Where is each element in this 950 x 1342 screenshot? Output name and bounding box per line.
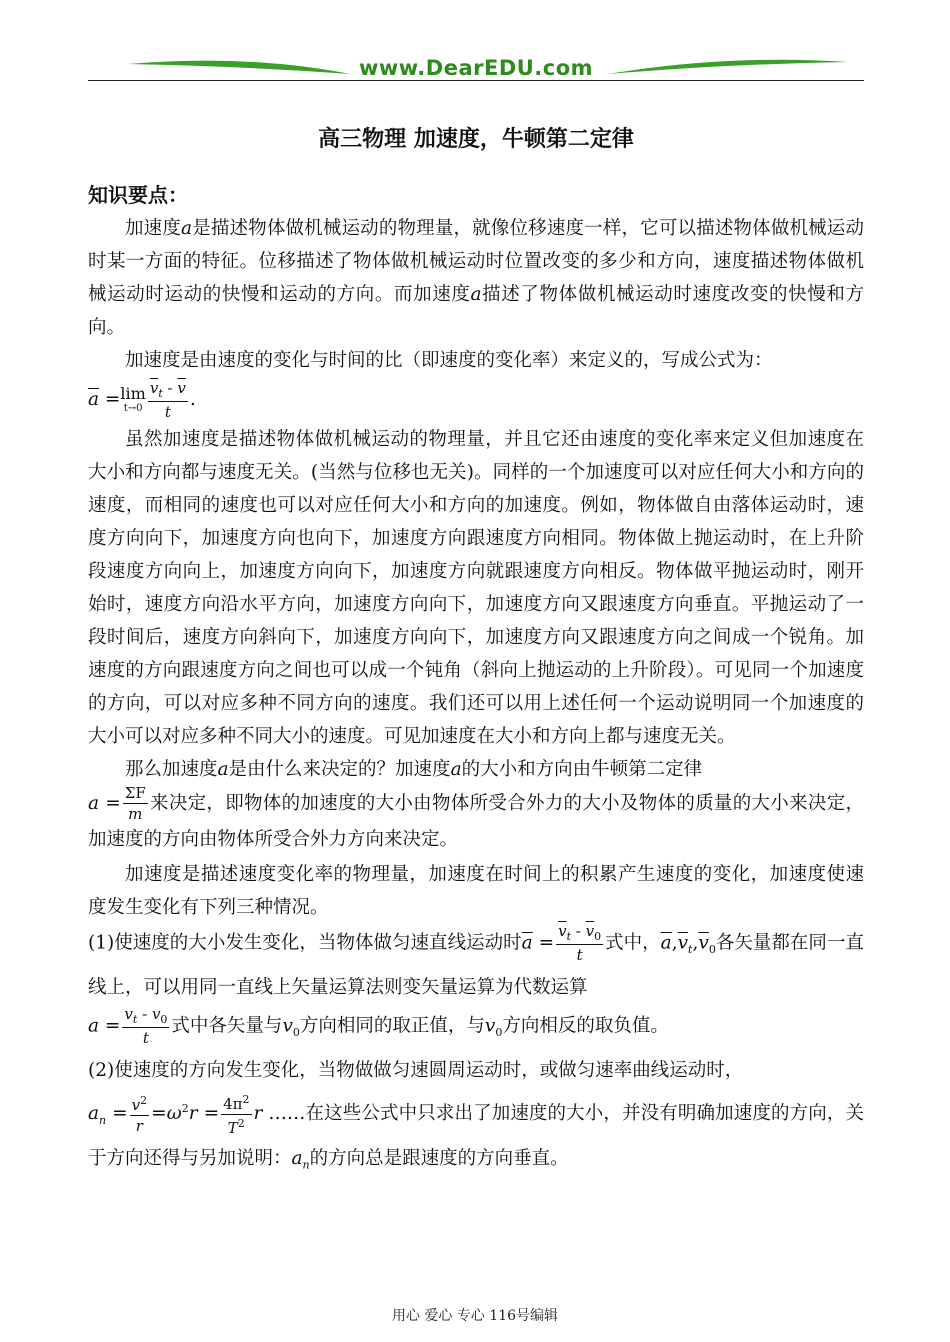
document-title: 高三物理 加速度，牛顿第二定律 (318, 126, 634, 152)
paragraph-5: 加速度是描述速度变化率的物理量，加速度在时间上的积累产生速度的变化，加速度使速度发生变化有下列三种情况。 (88, 864, 864, 918)
formula-acceleration-definition: $\overline{a} =\lim$ t→0 $\frac{\overline{v}_t - \overline{v}}{t}$ . (88, 378, 196, 421)
document-body (88, 178, 864, 1185)
paragraph-4-newton: a = $\frac{\Sigma F}{m}$ 来决定，即物体的加速度的大小由物体所受合外力的大小及物体的质量的大小来决定，加速度的方向由物体所受合外力方向来决定。 (88, 784, 864, 850)
paragraph-2: 加速度是由速度的变化与时间的比（即速度的变化率）来定义的，写成公式为： (125, 350, 773, 371)
section-heading: 知识要点： (88, 183, 188, 207)
list-item-1: (1)使速度的大小发生变化，当物体做匀速直线运动时$\overline{a}$ = $\frac{\overline{v}_t - \overline{v}_0}{t}$ 式中，$\overline{a},\overline{v}_t,\overline{v}_0$各矢量都在同一直线上，可以用同一直线上矢量运算法则变矢量运算为代数运算 a = $\frac{v_t - v_0}{t}$ 式中各矢量与$v_0$方向相同的取正值，与$v_0$方向相反的取负值。 (88, 922, 864, 1048)
header-rule (88, 80, 864, 81)
list-item-2: (2)使速度的方向发生变化，当物做做匀速圆周运动时，或做匀速率曲线运动时， $a_n$ = $\frac{v^2}{r}$ $=\omega^2r$ = $\frac{4\pi^2}{T^2}$ r ……在这些公式中只求出了加速度的大小，并没有明确加速度的方向，关于方向还得与另加说明：$a_n$的方向总是跟速度的方向垂直。 (88, 1060, 864, 1172)
paragraph-4: 那么加速度a是由什么来决定的？加速度a的大小和方向由牛顿第二定律 (125, 759, 703, 780)
paragraph-3: 虽然加速度是描述物体做机械运动的物理量，并且它还由速度的变化率来定义但加速度在大小和方向都与速度无关。(当然与位移也无关)。同样的一个加速度可以对应任何大小和方向的速度，而相同的速度也可以对应任何大小和方向的加速度。例如，物体做自由落体运动时，速度方向向下，加速度方向也向下，加速度方向跟速度方向相同。物体做上抛运动时，在上升阶段速度方向向上，加速度方向向下，加速度方向就跟速度方向相反。物体做平抛运动时，刚开始时，速度方向沿水平方向，加速度方向向下，加速度方向又跟速度方向垂直。平抛运动了一段时间后，速度方向斜向下，加速度方向向下，加速度方向又跟速度方向之间成一个锐角。加速度的方向跟速度方向之间也可以成一个钝角（斜向上抛运动的上升阶段）。可见同一个加速度的方向，可以对应多种不同方向的速度。我们还可以用上述任何一个运动说明同一个加速度的大小可以对应多种不同大小的速度。可见加速度在大小和方向上都与速度无关。 (88, 429, 864, 747)
paragraph-1: 加速度a是描述物体做机械运动的物理量，就像位移速度一样，它可以描述物体做机械运动时某一方面的特征。位移描述了物体做机械运动时位置改变的多少和方向，速度描述物体做机械运动时运动的快慢和运动的方向。而加速度a描述了物体做机械运动时速度改变的快慢和方向。 (88, 218, 864, 338)
page-footer: 用心 爱心 专心 116号编辑 (391, 1308, 559, 1324)
header-logo[interactable]: www.DearEDU.com (358, 56, 594, 80)
